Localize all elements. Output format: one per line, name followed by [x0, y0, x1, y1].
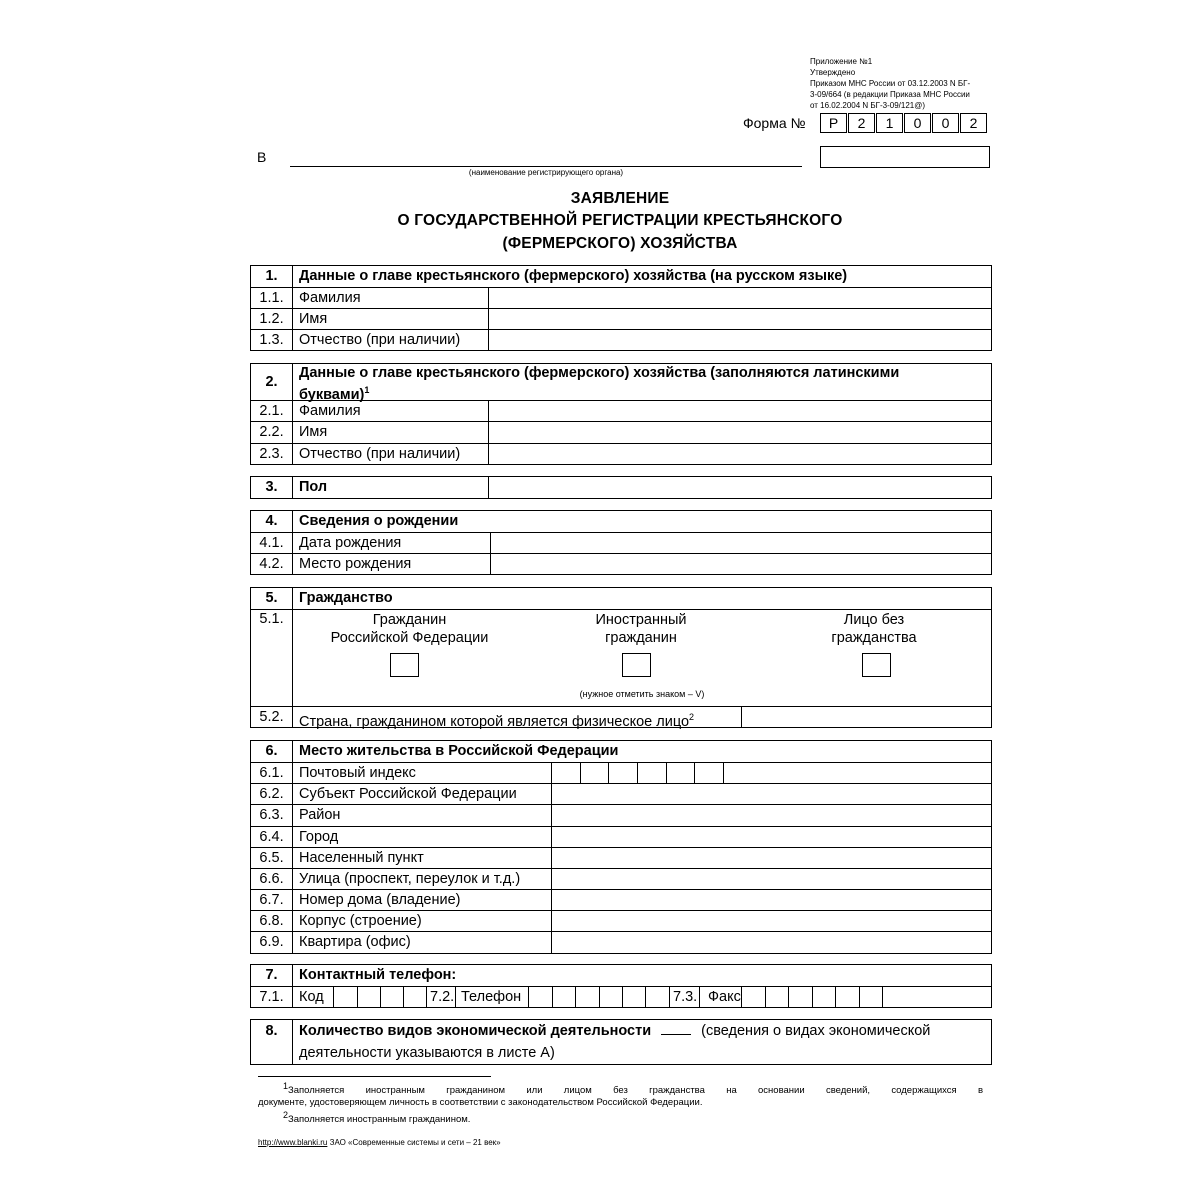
phone-label: Телефон: [456, 987, 529, 1008]
postal-code-digit[interactable]: [695, 763, 724, 783]
field-number: 2.2.: [251, 422, 293, 443]
section-title: [293, 364, 991, 403]
field-number: 1.1.: [251, 288, 293, 308]
fax-digit[interactable]: [883, 987, 991, 1008]
field-number: 4.1.: [251, 533, 293, 553]
field-row: [251, 911, 991, 932]
field-number: 6.5.: [251, 848, 293, 868]
section-title: Количество видов экономической деятельности: [299, 1023, 652, 1039]
fax-digit[interactable]: [742, 987, 766, 1008]
form-digit: Р: [820, 113, 847, 133]
section-title: Гражданство: [299, 590, 393, 606]
field-label: Имя: [293, 422, 489, 443]
phone-code-label: Код: [293, 987, 334, 1008]
option-rf-label: [301, 611, 518, 647]
company-name: ЗАО «Современные системы и сети – 21 век»: [329, 1138, 501, 1147]
postal-code-digit[interactable]: [552, 763, 581, 783]
phone-digit[interactable]: [529, 987, 553, 1008]
fax-digit[interactable]: [860, 987, 883, 1008]
field-number: 2.3.: [251, 444, 293, 465]
page-footer: [258, 1137, 501, 1148]
field-row: [251, 288, 991, 309]
field-label: Субъект Российской Федерации: [293, 784, 552, 804]
fax-digit[interactable]: [789, 987, 813, 1008]
option-label-line: Гражданин: [372, 612, 447, 628]
field-number: 6.1.: [251, 763, 293, 783]
field-label: Улица (проспект, переулок и т.д.): [293, 869, 552, 889]
phone-code-digit[interactable]: [358, 987, 381, 1008]
field-label: Место рождения: [293, 554, 491, 575]
field-label: Дата рождения: [293, 533, 491, 553]
phone-digit[interactable]: [576, 987, 600, 1008]
section-title-line2: буквами): [299, 386, 365, 403]
option-stateless-label: [789, 611, 959, 647]
section-5: [250, 587, 992, 728]
field-number: 6.7.: [251, 890, 293, 910]
section-4: [250, 510, 992, 575]
field-number: 6.3.: [251, 805, 293, 826]
approval-line: Приказом МНС России от 03.12.2003 N БГ-: [810, 79, 971, 88]
option-label-line: гражданства: [831, 630, 917, 646]
form-digit: 2: [848, 113, 875, 133]
field-row: [251, 330, 991, 351]
name-input[interactable]: [489, 309, 991, 329]
section-3: [250, 476, 992, 499]
building-input[interactable]: [552, 911, 991, 931]
field-row: [251, 763, 991, 784]
field-row: [251, 422, 991, 444]
field-label: Корпус (строение): [293, 911, 552, 931]
field-row: [251, 554, 991, 575]
phone-row: [251, 987, 991, 1008]
field-number: 5.1.: [251, 610, 293, 706]
registering-authority-caption: (наименование регистрирующего органа): [468, 168, 624, 177]
sex-input[interactable]: [489, 477, 991, 498]
phone-code-digit[interactable]: [381, 987, 404, 1008]
form-digit: 1: [876, 113, 903, 133]
field-row: [251, 707, 991, 728]
field-row: [251, 784, 991, 805]
form-digit: 2: [960, 113, 987, 133]
citizenship-options: [293, 610, 991, 706]
fax-digit[interactable]: [766, 987, 789, 1008]
surname-input[interactable]: [489, 288, 991, 308]
section-7: [250, 964, 992, 1008]
city-input[interactable]: [552, 827, 991, 847]
postal-code-digit[interactable]: [667, 763, 695, 783]
field-number: 2.1.: [251, 401, 293, 421]
field-label-text: Страна, гражданином которой является физическое лицо: [299, 713, 690, 730]
birth-date-input[interactable]: [491, 533, 991, 553]
field-row: [251, 869, 991, 890]
footnote-mark: 2: [283, 1110, 289, 1120]
document-subtitle-line1: О ГОСУДАРСТВЕННОЙ РЕГИСТРАЦИИ КРЕСТЬЯНСКОГО: [397, 212, 843, 229]
approval-line: 3-09/664 (в редакции Приказа МНС России: [810, 90, 970, 99]
field-row: [251, 827, 991, 848]
section-title: Контактный телефон:: [299, 967, 457, 983]
recipient-prefix: В: [257, 149, 267, 165]
citizenship-row: [251, 610, 991, 707]
footnote-1-line2: документе, удостоверяющем личность в соответствии с законодательством Российской Федерации.: [258, 1097, 703, 1108]
field-label: Населенный пункт: [293, 848, 552, 868]
field-number: 7.2.: [427, 987, 456, 1008]
field-label: Отчество (при наличии): [293, 444, 489, 465]
field-number: 6.6.: [251, 869, 293, 889]
website-link[interactable]: http://www.blanki.ru: [258, 1138, 328, 1147]
phone-digit[interactable]: [646, 987, 670, 1008]
section-number: 3.: [251, 477, 293, 498]
latin-name-input[interactable]: [489, 422, 991, 443]
postal-code-digit[interactable]: [638, 763, 667, 783]
field-label: Отчество (при наличии): [293, 330, 489, 351]
field-number: 6.2.: [251, 784, 293, 804]
patronymic-input[interactable]: [489, 330, 991, 351]
field-row: [251, 401, 991, 422]
citizenship-country-input[interactable]: [742, 707, 991, 728]
locality-input[interactable]: [552, 848, 991, 868]
phone-digit[interactable]: [553, 987, 576, 1008]
field-label: Город: [293, 827, 552, 847]
option-label-line: Российской Федерации: [330, 630, 489, 646]
field-row: [251, 533, 991, 554]
field-number: 1.2.: [251, 309, 293, 329]
activity-count-row: [293, 1020, 991, 1064]
field-label: Почтовый индекс: [293, 763, 552, 783]
document-subtitle-line2: (ФЕРМЕРСКОГО) ХОЗЯЙСТВА: [502, 235, 738, 252]
footnote-2: [258, 1108, 983, 1127]
section-1: [250, 265, 992, 351]
footnote-ref: 2: [689, 712, 695, 722]
section-title: Место жительства в Российской Федерации: [299, 743, 619, 759]
section-title: Пол: [293, 477, 489, 498]
street-input[interactable]: [552, 869, 991, 889]
field-row: [251, 805, 991, 827]
section-number: 7.: [251, 965, 293, 986]
section-number: 6.: [251, 741, 293, 762]
citizen-rf-checkbox[interactable]: [390, 653, 419, 677]
section-6: [250, 740, 992, 954]
field-label: Фамилия: [293, 401, 489, 421]
section-title-line1: Данные о главе крестьянского (фермерского) хозяйства (заполняются латинскими: [299, 365, 900, 381]
latin-patronymic-input[interactable]: [489, 444, 991, 465]
approval-line: от 16.02.2004 N БГ-3-09/121@): [810, 101, 926, 110]
footnote-divider: [258, 1076, 491, 1077]
field-row: [251, 848, 991, 869]
section-number: 1.: [251, 266, 293, 287]
phone-digit[interactable]: [600, 987, 623, 1008]
region-input[interactable]: [552, 784, 991, 804]
approval-line: Утверждено: [810, 68, 856, 77]
field-number: 5.2.: [251, 707, 293, 728]
footnote-text: Заполняется иностранным гражданином или лицом без гражданства на основании сведений, содержащихся в: [288, 1085, 983, 1097]
form-number-label: Форма №: [743, 115, 806, 131]
section-number: 8.: [251, 1020, 293, 1064]
section-title: Сведения о рождении: [299, 513, 459, 529]
birth-place-input[interactable]: [491, 554, 991, 575]
registration-code-box[interactable]: [820, 146, 990, 168]
phone-digit[interactable]: [623, 987, 646, 1008]
field-number: 1.3.: [251, 330, 293, 351]
form-digit: 0: [932, 113, 959, 133]
field-label: Квартира (офис): [293, 932, 552, 954]
footnote-ref: 1: [364, 385, 370, 395]
field-label: [293, 707, 742, 728]
foreign-citizen-checkbox[interactable]: [622, 653, 651, 677]
field-row: [251, 890, 991, 911]
option-label-line: Иностранный: [595, 612, 687, 628]
checkbox-hint: (нужное отметить знаком – V): [579, 689, 705, 699]
section-2: [250, 363, 992, 465]
option-label-line: Лицо без: [843, 612, 905, 628]
activity-note-line2: деятельности указываются в листе А): [299, 1045, 555, 1061]
phone-code-digit[interactable]: [334, 987, 358, 1008]
stateless-checkbox[interactable]: [862, 653, 891, 677]
postal-code-digit[interactable]: [609, 763, 638, 783]
fax-label: Факс: [700, 987, 742, 1008]
field-number: 7.3.: [670, 987, 700, 1008]
phone-code-digit[interactable]: [404, 987, 427, 1008]
field-number: 6.9.: [251, 932, 293, 954]
field-number: 6.8.: [251, 911, 293, 931]
section-number: 5.: [251, 588, 293, 609]
field-row: [251, 309, 991, 330]
field-number: 6.4.: [251, 827, 293, 847]
latin-surname-input[interactable]: [489, 401, 991, 421]
section-number: 2.: [251, 364, 293, 400]
field-label: Фамилия: [293, 288, 489, 308]
section-title: Данные о главе крестьянского (фермерского) хозяйства (на русском языке): [299, 268, 848, 284]
section-8: [250, 1019, 992, 1065]
option-label-line: гражданин: [605, 630, 677, 646]
field-row: [251, 932, 991, 954]
form-digit: 0: [904, 113, 931, 133]
activity-note: (сведения о видах экономической: [701, 1023, 931, 1039]
fax-digit[interactable]: [836, 987, 860, 1008]
document-title: ЗАЯВЛЕНИЕ: [570, 190, 670, 207]
field-row: [251, 444, 991, 465]
registering-authority-field[interactable]: [290, 166, 802, 167]
house-number-input[interactable]: [552, 890, 991, 910]
approval-line: Приложение №1: [810, 57, 873, 66]
field-label: Номер дома (владение): [293, 890, 552, 910]
field-number: 4.2.: [251, 554, 293, 575]
field-label: Район: [293, 805, 552, 826]
option-foreign-label: [541, 611, 741, 647]
fax-digit[interactable]: [813, 987, 836, 1008]
approval-header: [810, 56, 990, 111]
postal-code-digit[interactable]: [581, 763, 609, 783]
footnote-text: Заполняется иностранным гражданином.: [288, 1114, 471, 1126]
field-label: Имя: [293, 309, 489, 329]
section-number: 4.: [251, 511, 293, 532]
footnote-mark: 1: [283, 1081, 289, 1091]
activity-count-input[interactable]: [661, 1020, 691, 1035]
district-input[interactable]: [552, 805, 991, 826]
field-number: 7.1.: [251, 987, 293, 1008]
apartment-input[interactable]: [552, 932, 991, 954]
